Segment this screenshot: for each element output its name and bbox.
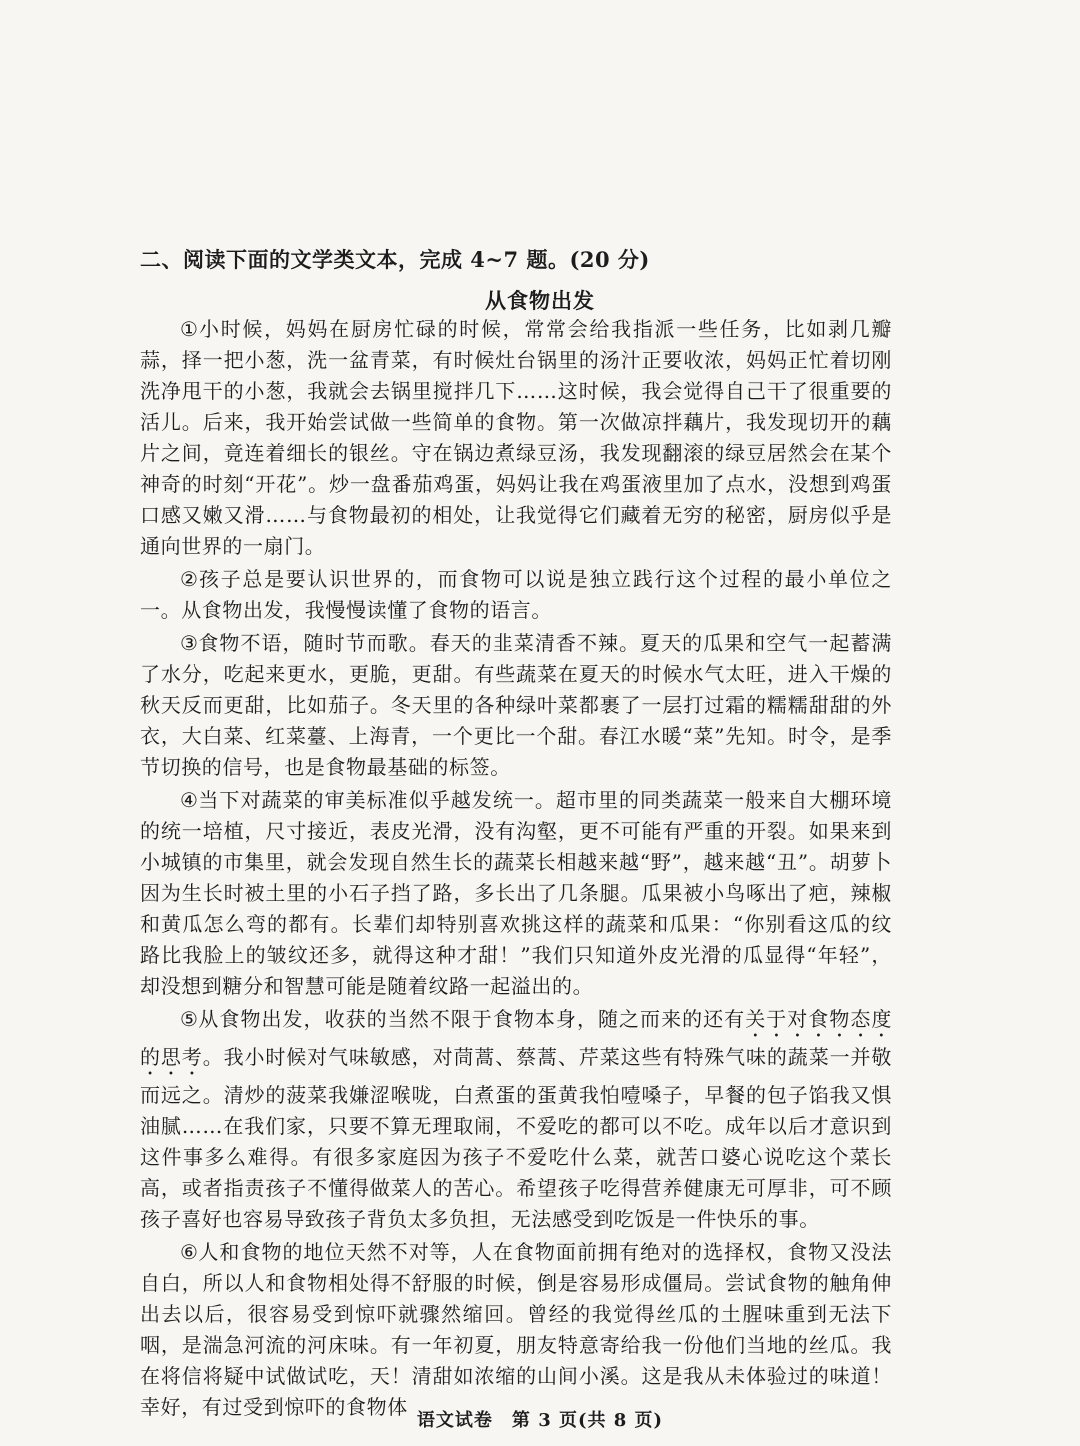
paragraph-number: ① — [180, 317, 200, 341]
paragraph-number: ③ — [180, 631, 199, 655]
section-heading: 二、阅读下面的文学类文本，完成 4~7 题。(20 分) — [140, 247, 650, 272]
paragraph-2 — [140, 564, 892, 626]
paragraph-text: 孩子总是要认识世界的，而食物可以说是独立践行这个过程的最小单位之一。从食物出发，我慢慢读懂了食物的语言。 — [140, 567, 893, 622]
paragraph-text-before: 从食物出发，收获的当然不限于食物本身，随之而来的还有 — [198, 1007, 746, 1031]
article-body — [140, 314, 892, 1425]
paragraph-text: 当下对蔬菜的审美标准似乎越发统一。超市里的同类蔬菜一般来自大棚环境的统一培植，尺寸接近，表皮光滑，没有沟壑，更不可能有严重的开裂。如果来到小城镇的市集里，就会发现自然生长的蔬菜长相越来越“野”，越来越“丑”。胡萝卜因为生长时被土里的小石子挡了路，多长出了几条腿。瓜果被小鸟啄出了疤，辣椒和黄瓜怎么弯的都有。长辈们却特别喜欢挑这样的蔬菜和瓜果：“你别看这瓜的纹路比我脸上的皱纹还多，就得这种才甜！”我们只知道外皮光滑的瓜显得“年轻”，却没想到糖分和智慧可能是随着纹路一起溢出的。 — [140, 788, 892, 998]
page-footer: 语文试卷 第 3 页(共 8 页) — [416, 1410, 664, 1431]
paragraph-number: ⑤ — [180, 1007, 199, 1031]
paragraph-text-after: 。我小时候对气味敏感，对茼蒿、蔡蒿、芹菜这些有特殊气味的蔬菜一并敬而远之。清炒的菠菜我嫌涩喉咙，白煮蛋的蛋黄我怕噎嗓子，早餐的包子馅我又惧油腻……在我们家，只要不算无理取闹，不爱吃的都可以不吃。成年以后才意识到这件事多么难得。有很多家庭因为孩子不爱吃什么菜，就苦口婆心说吃这个菜长高，或者指责孩子不懂得做菜人的苦心。希望孩子吃得营养健康无可厚非，可不顾孩子喜好也容易导致孩子背负太多负担，无法感受到吃饭是一件快乐的事。 — [140, 1045, 892, 1231]
article-title: 从食物出发 — [485, 288, 595, 313]
paragraph-number: ② — [180, 567, 200, 591]
paragraph-6 — [140, 1237, 892, 1423]
paragraph-4 — [140, 785, 892, 1002]
paragraph-text: 人和食物的地位天然不对等，人在食物面前拥有绝对的选择权，食物又没法自白，所以人和食物相处得不舒服的时候，倒是容易形成僵局。尝试食物的触角伸出去以后，很容易受到惊吓就骤然缩回。曾经的我觉得丝瓜的土腥味重到无法下咽，是湍急河流的河床味。有一年初夏，朋友特意寄给我一份他们当地的丝瓜。我在将信将疑中试做试吃，天！清甜如浓缩的山间小溪。这是我从未体验过的味道！幸好，有过受到惊吓的食物体 — [140, 1240, 892, 1419]
paragraph-text: 小时候，妈妈在厨房忙碌的时候，常常会给我指派一些任务，比如剥几瓣蒜，择一把小葱，洗一盆青菜，有时候灶台锅里的汤汁正要收浓，妈妈正忙着切刚洗净甩干的小葱，我就会去锅里搅拌几下……这时候，我会觉得自己干了很重要的活儿。后来，我开始尝试做一些简单的食物。第一次做凉拌藕片，我发现切开的藕片之间，竟连着细长的银丝。守在锅边煮绿豆汤，我发现翻滚的绿豆居然会在某个神奇的时刻“开花”。炒一盘番茄鸡蛋，妈妈让我在鸡蛋液里加了点水，没想到鸡蛋口感又嫩又滑……与食物最初的相处，让我觉得它们藏着无穷的秘密，厨房似乎是通向世界的一扇门。 — [140, 317, 893, 558]
paragraph-3 — [140, 628, 892, 783]
emphasized-phrase: 关于对食物态度的思考 — [140, 1007, 892, 1069]
paragraph-5 — [140, 1004, 892, 1235]
paragraph-1 — [140, 314, 892, 562]
paragraph-number: ④ — [180, 788, 199, 812]
paragraph-text: 食物不语，随时节而歌。春天的韭菜清香不辣。夏天的瓜果和空气一起蓄满了水分，吃起来更水，更脆，更甜。有些蔬菜在夏天的时候水气太旺，进入干燥的秋天反而更甜，比如茄子。冬天里的各种绿叶菜都裹了一层打过霜的糯糯甜甜的外衣，大白菜、红菜薹、上海青，一个更比一个甜。春江水暖“菜”先知。时令，是季节切换的信号，也是食物最基础的标签。 — [140, 631, 892, 779]
paragraph-number: ⑥ — [180, 1240, 199, 1264]
